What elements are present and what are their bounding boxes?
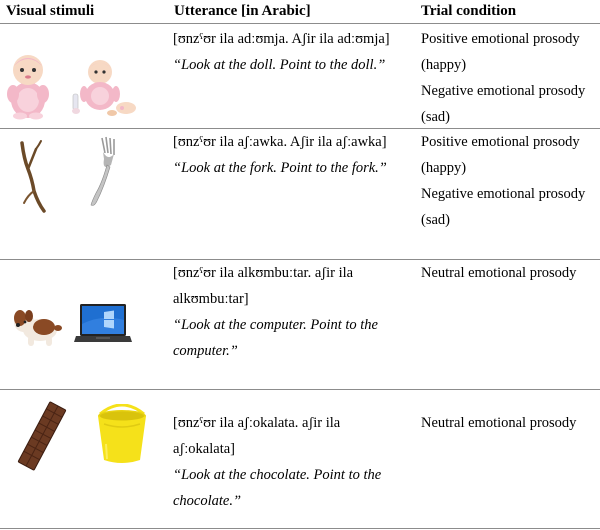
condition-line: Neutral emotional prosody — [421, 415, 577, 431]
condition-cell — [421, 260, 600, 286]
utterance-arabic: [ʊnzˤʊr ila aʃːokalata. aʃir ila — [173, 415, 341, 431]
header-rule — [0, 23, 600, 24]
sand-bucket-image — [94, 404, 150, 468]
condition-line: (sad) — [421, 212, 450, 228]
header-utterance: Utterance [in Arabic] — [174, 3, 311, 19]
header-trial-condition: Trial condition — [421, 3, 517, 19]
utterance-english: chocolate.” — [173, 493, 242, 509]
laptop-image — [74, 302, 132, 348]
utterance-english: “Look at the computer. Point to the — [173, 317, 378, 333]
fork-image — [86, 135, 120, 209]
condition-cell — [421, 129, 600, 233]
table-row — [0, 390, 600, 529]
utterance-arabic: aʃːokalata] — [173, 441, 235, 457]
table-row — [0, 26, 600, 128]
utterance-arabic: alkʊmbuːtar] — [173, 291, 249, 307]
baby-doll-image — [6, 50, 50, 120]
utterance-english: “Look at the fork. Point to the fork.” — [173, 160, 387, 176]
table-row — [0, 260, 600, 389]
utterance-cell — [173, 260, 416, 364]
condition-line: Neutral emotional prosody — [421, 265, 577, 281]
utterance-cell — [173, 26, 416, 78]
condition-cell — [421, 26, 600, 130]
utterance-arabic: [ʊnzˤʊr ila alkʊmbuːtar. aʃir ila — [173, 265, 354, 281]
condition-line: (happy) — [421, 57, 467, 73]
doll-with-toys-image — [70, 58, 138, 118]
condition-line: Negative emotional prosody — [421, 186, 586, 202]
condition-line: Positive emotional prosody — [421, 31, 580, 47]
table-bottom-rule — [0, 528, 600, 529]
condition-line: Positive emotional prosody — [421, 134, 580, 150]
utterance-arabic: [ʊnzˤʊr ila aʃːawka. Aʃir ila aʃːawka] — [173, 134, 387, 150]
utterance-english: computer.” — [173, 343, 238, 359]
utterance-cell — [173, 129, 416, 181]
header-visual-stimuli: Visual stimuli — [6, 3, 95, 19]
utterance-cell — [173, 410, 416, 514]
condition-line: (sad) — [421, 109, 450, 125]
condition-line: Negative emotional prosody — [421, 83, 586, 99]
condition-cell — [421, 410, 600, 436]
condition-line: (happy) — [421, 160, 467, 176]
utterance-english: “Look at the doll. Point to the doll.” — [173, 57, 386, 73]
twig-image — [14, 139, 50, 215]
utterance-arabic: [ʊnzˤʊr ila adːʊmja. Aʃir ila adːʊmja] — [173, 31, 390, 47]
utterance-english: “Look at the chocolate. Point to the — [173, 467, 382, 483]
plush-dog-image — [10, 306, 62, 348]
chocolate-bar-image — [16, 400, 68, 472]
table-row — [0, 129, 600, 259]
